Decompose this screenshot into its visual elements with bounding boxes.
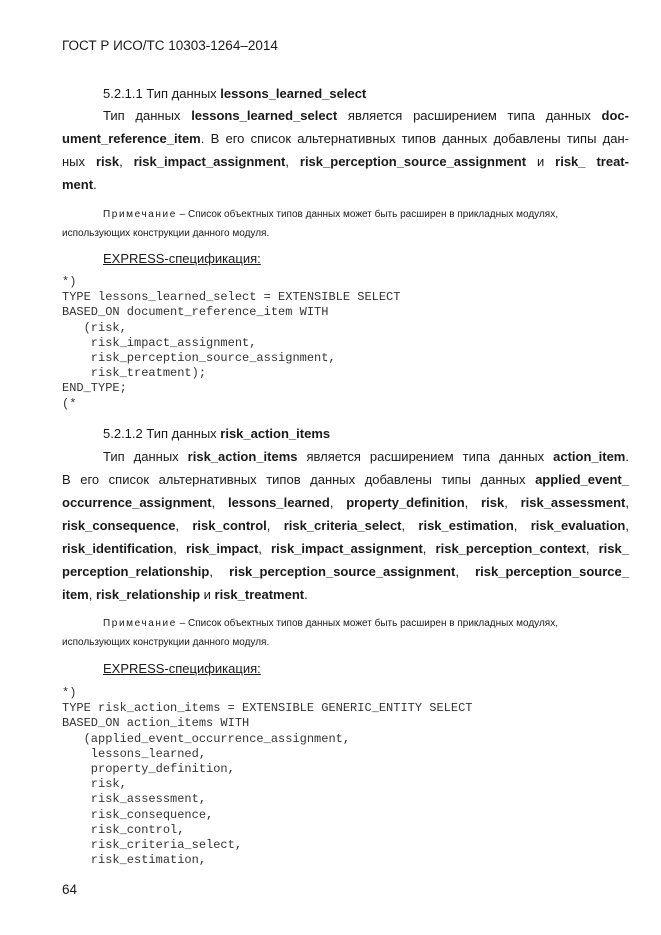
type-name: lessons_learned — [227, 495, 330, 510]
paragraph-line — [62, 560, 629, 583]
type-name: risk_action_items — [187, 449, 298, 464]
paragraph-text: , — [175, 518, 193, 533]
paragraph-line — [62, 491, 629, 514]
type-name: risk_treatment — [214, 587, 305, 602]
heading-type-name: risk_action_items — [220, 426, 331, 441]
paragraph-text: , — [455, 564, 476, 579]
paragraph-text: , — [401, 518, 419, 533]
type-name: item — [62, 587, 89, 602]
type-name: risk_identification — [62, 541, 174, 556]
type-name: risk_ — [555, 154, 586, 169]
paragraph-text: , — [625, 518, 629, 533]
section-paragraph — [62, 104, 629, 196]
paragraph-line — [62, 173, 629, 196]
paragraph-line — [62, 514, 629, 537]
type-name: risk — [481, 495, 505, 510]
type-name: risk_perception_source_assignment — [229, 564, 456, 579]
type-name: risk_impact — [186, 541, 259, 556]
type-name: risk_assessment — [520, 495, 626, 510]
paragraph-text: и — [200, 587, 215, 602]
paragraph-line — [62, 583, 629, 606]
type-name: risk_perception_context — [435, 541, 586, 556]
type-name: property_definition — [346, 495, 465, 510]
paragraph-text: , — [173, 541, 187, 556]
paragraph-text: , — [266, 518, 284, 533]
paragraph-text: , — [258, 541, 272, 556]
type-name: risk_perception_source_ — [475, 564, 629, 579]
note-label: Примечание — [103, 209, 177, 220]
paragraph-text: Тип данных — [103, 108, 192, 123]
note — [62, 205, 629, 243]
paragraph-line — [62, 127, 629, 150]
heading-type-name: lessons_learned_select — [220, 86, 367, 101]
type-name: risk_relationship — [95, 587, 201, 602]
section-heading — [103, 426, 330, 441]
note-text: – Список объектных типов данных может быть расширен в прикладных модулях, — [176, 618, 558, 629]
type-name: ment — [62, 177, 94, 192]
paragraph-line — [62, 537, 629, 560]
paragraph-text: , — [625, 495, 629, 510]
type-name: treat- — [596, 154, 629, 169]
paragraph-text: является расширением типа данных — [297, 449, 554, 464]
type-name: risk_estimation — [418, 518, 514, 533]
type-name: action_item — [553, 449, 626, 464]
paragraph-text: , — [585, 541, 599, 556]
type-name: occurrence_assignment — [62, 495, 212, 510]
paragraph-text: ных — [62, 154, 96, 169]
type-name: risk — [95, 154, 120, 169]
type-name: ument_reference_item — [62, 131, 201, 146]
type-name: risk_ — [598, 541, 629, 556]
paragraph-text: , — [329, 495, 347, 510]
paragraph-text: . — [625, 449, 629, 464]
note — [62, 614, 629, 652]
paragraph-text: , — [464, 495, 482, 510]
type-name: risk_evaluation — [530, 518, 626, 533]
section-heading — [103, 86, 366, 101]
type-name: doc- — [601, 108, 629, 123]
paragraph-line — [62, 150, 629, 173]
express-spec-link[interactable]: EXPRESS-спецификация: — [103, 661, 261, 676]
paragraph-text: . — [304, 587, 308, 602]
type-name: risk_control — [192, 518, 267, 533]
note-text-continued: использующих конструкции данного модуля. — [62, 637, 270, 648]
paragraph-text: , — [209, 564, 230, 579]
paragraph-text: , — [504, 495, 521, 510]
paragraph-text: , — [88, 587, 96, 602]
type-name: risk_consequence — [62, 518, 176, 533]
type-name: risk_impact_assignment — [271, 541, 423, 556]
document-header: ГОСТ Р ИСО/ТС 10303-1264–2014 — [62, 38, 278, 53]
heading-prefix: 5.2.1.1 Тип данных — [103, 86, 221, 101]
type-name: applied_event_ — [535, 472, 629, 487]
paragraph-text: , — [422, 541, 436, 556]
paragraph-text: и — [526, 154, 556, 169]
paragraph-line — [62, 468, 629, 491]
section-paragraph — [62, 445, 629, 606]
page-number: 64 — [62, 882, 78, 897]
type-name: risk_perception_source_assignment — [299, 154, 527, 169]
type-name: perception_relationship — [62, 564, 210, 579]
paragraph-text: Тип данных — [103, 449, 188, 464]
paragraph-text — [586, 154, 597, 169]
express-spec-link[interactable]: EXPRESS-спецификация: — [103, 251, 261, 266]
paragraph-text: . — [93, 177, 97, 192]
paragraph-text: , — [119, 154, 134, 169]
note-text: – Список объектных типов данных может быть расширен в прикладных модулях, — [176, 209, 558, 220]
heading-prefix: 5.2.1.2 Тип данных — [103, 426, 221, 441]
paragraph-text: , — [211, 495, 228, 510]
type-name: lessons_learned_select — [191, 108, 338, 123]
note-label: Примечание — [103, 618, 177, 629]
paragraph-text: , — [285, 154, 300, 169]
type-name: risk_impact_assignment — [133, 154, 286, 169]
express-code-block: *) TYPE lessons_learned_select = EXTENSIBLE SELECT BASED_ON document_reference_item WITH (risk, risk_impact_assignment, risk_perception_source_assignment, risk_treatment); END_TYPE; (* — [62, 275, 401, 411]
paragraph-line — [62, 445, 629, 468]
express-code-block: *) TYPE risk_action_items = EXTENSIBLE GENERIC_ENTITY SELECT BASED_ON action_items WITH (applied_event_occurrence_assignment, lessons_learned, property_definition, risk, risk_assessment, risk_consequence, risk_control, risk_criteria_select, risk_estimation, — [62, 686, 473, 868]
paragraph-text: В его список альтернативных типов данных добавлены типы данных — [62, 472, 536, 487]
note-text-continued: использующих конструкции данного модуля. — [62, 228, 270, 239]
paragraph-line — [62, 104, 629, 127]
paragraph-text: . В его список альтернативных типов данных добавлены типы дан- — [200, 131, 629, 146]
type-name: risk_criteria_select — [283, 518, 402, 533]
paragraph-text: является расширением типа данных — [337, 108, 602, 123]
paragraph-text: , — [513, 518, 531, 533]
